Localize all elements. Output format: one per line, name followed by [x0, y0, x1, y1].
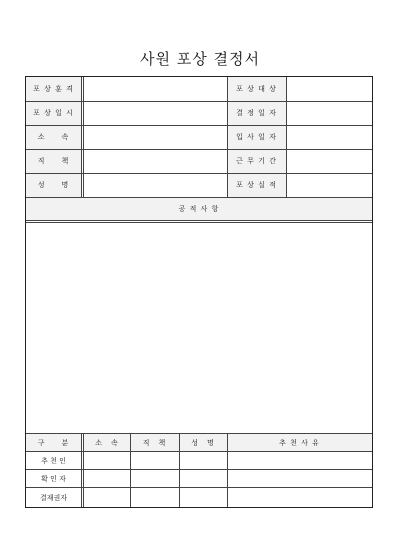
header-position: 직 책 — [130, 434, 179, 452]
divider — [26, 125, 372, 126]
divider — [130, 433, 131, 507]
divider — [26, 101, 372, 102]
double-divider — [81, 77, 84, 197]
merit-header: 공 적 사 항 — [26, 197, 372, 221]
recommender-name-field[interactable] — [179, 452, 227, 470]
divider — [227, 433, 228, 507]
field-service-period[interactable] — [286, 149, 372, 173]
double-divider — [81, 433, 84, 507]
merit-content-area[interactable] — [26, 223, 372, 433]
header-name: 성 명 — [179, 434, 227, 452]
divider — [26, 173, 372, 174]
label-service-period: 근 무 기 간 — [227, 149, 286, 173]
label-decision-date: 결 정 일 자 — [227, 101, 286, 125]
divider — [26, 149, 372, 150]
field-award-date[interactable] — [84, 101, 227, 125]
confirmer-position-field[interactable] — [130, 470, 179, 488]
confirmer-department-field[interactable] — [84, 470, 130, 488]
divider — [227, 77, 228, 197]
field-award-performance[interactable] — [286, 173, 372, 197]
field-position[interactable] — [84, 149, 227, 173]
divider — [179, 433, 180, 507]
recommender-department-field[interactable] — [84, 452, 130, 470]
double-divider — [26, 220, 372, 223]
row-label-recommender: 추 천 인 — [41, 457, 66, 465]
divider — [286, 77, 287, 197]
divider — [26, 433, 372, 434]
approver-reason-field[interactable] — [227, 488, 372, 507]
field-award-target[interactable] — [286, 77, 372, 101]
divider — [26, 487, 372, 488]
approver-name-field[interactable] — [179, 488, 227, 507]
label-award-target: 포 상 대 상 — [227, 77, 286, 101]
page-title: 사원 포상 결정서 — [140, 50, 260, 68]
field-award-grade[interactable] — [84, 77, 227, 101]
divider — [26, 469, 372, 470]
recommender-position-field[interactable] — [130, 452, 179, 470]
field-hire-date[interactable] — [286, 125, 372, 149]
divider — [26, 451, 372, 452]
approver-department-field[interactable] — [84, 488, 130, 507]
label-department: 소 속 — [26, 125, 81, 149]
confirmer-name-field[interactable] — [179, 470, 227, 488]
header-department: 소 속 — [84, 434, 130, 452]
field-name[interactable] — [84, 173, 227, 197]
row-label-confirmer: 확 인 자 — [41, 475, 66, 483]
confirmer-reason-field[interactable] — [227, 470, 372, 488]
label-award-grade: 포 상 훈 격 — [26, 77, 81, 101]
divider — [26, 197, 372, 198]
label-name: 성 명 — [26, 173, 81, 197]
recommender-reason-field[interactable] — [227, 452, 372, 470]
header-category: 구 분 — [26, 434, 81, 452]
row-label-approver: 결재권자 — [39, 493, 68, 502]
award-form — [25, 76, 373, 508]
field-decision-date[interactable] — [286, 101, 372, 125]
label-award-date: 포 상 일 시 — [26, 101, 81, 125]
approver-position-field[interactable] — [130, 488, 179, 507]
label-award-performance: 포 상 실 적 — [227, 173, 286, 197]
label-position: 직 책 — [26, 149, 81, 173]
label-hire-date: 입 사 일 자 — [227, 125, 286, 149]
field-department[interactable] — [84, 125, 227, 149]
header-recommend-reason: 추 천 사 유 — [227, 434, 372, 452]
